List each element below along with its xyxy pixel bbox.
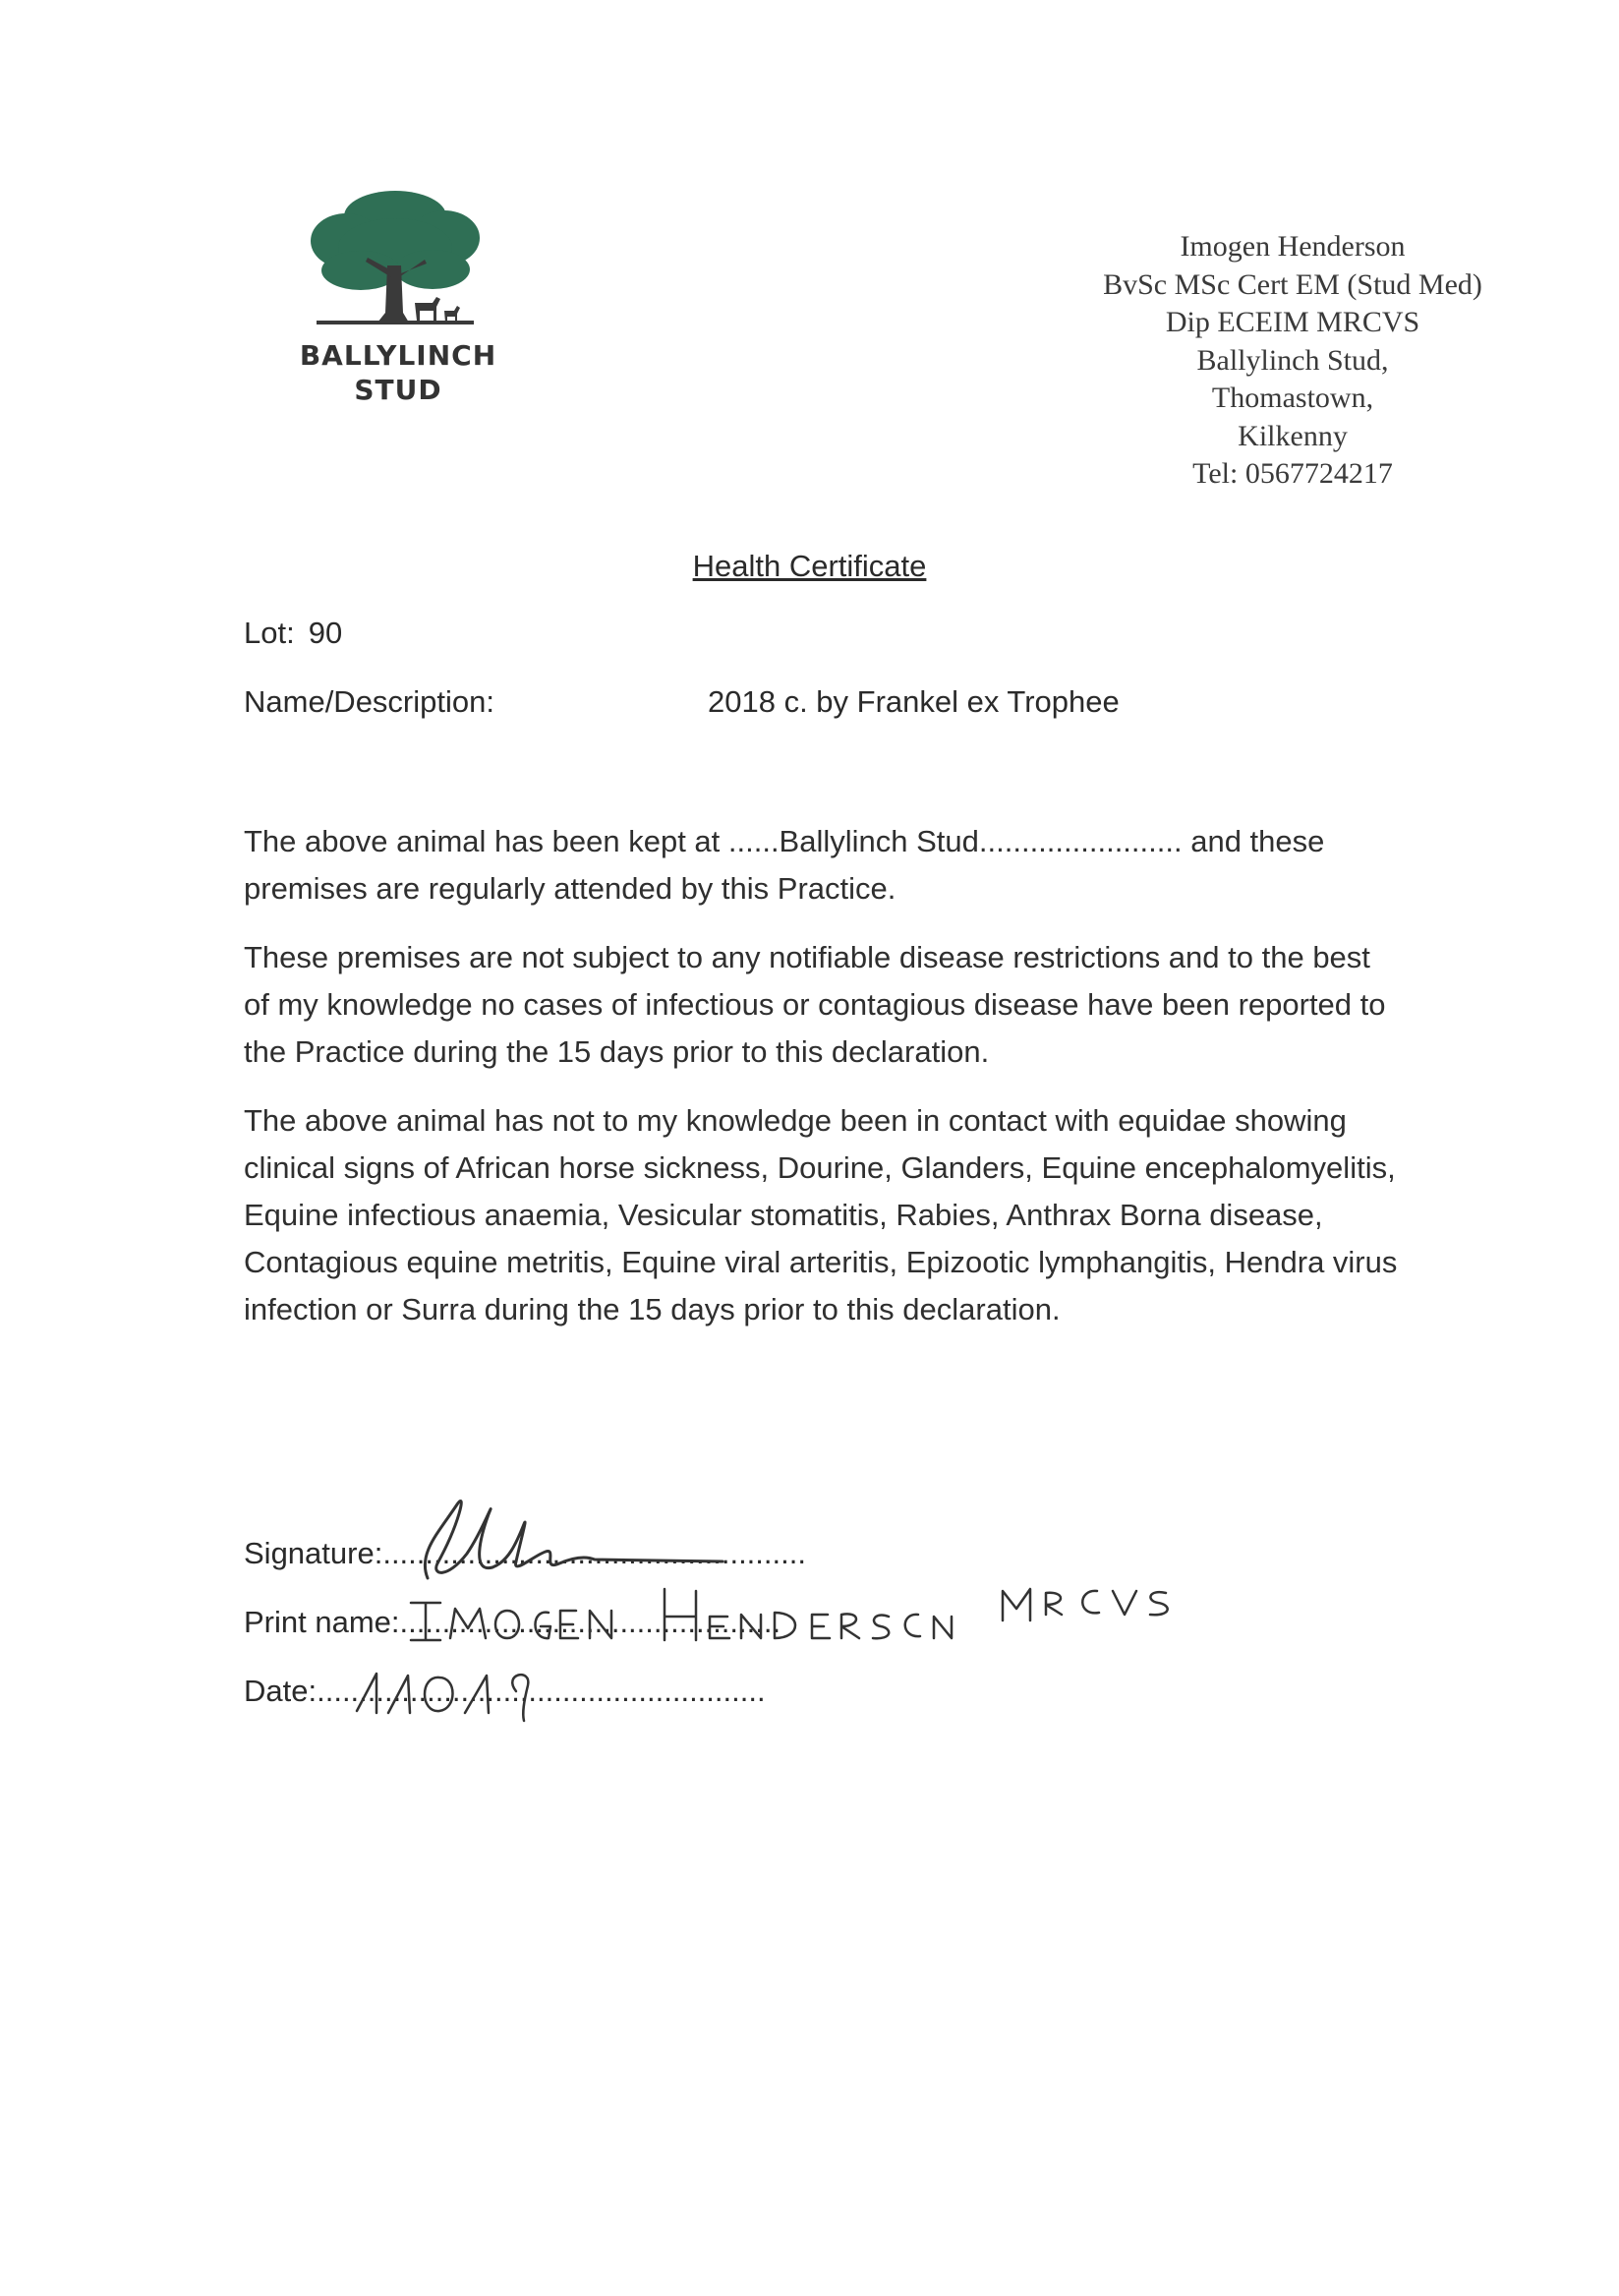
signature-dots: .................................................. — [382, 1536, 806, 1570]
handwritten-print-name — [401, 1581, 1207, 1665]
address-line: Dip ECEIM MRCVS — [1165, 306, 1420, 338]
lot-value: 90 — [308, 616, 343, 650]
paragraph-restrictions: These premises are not subject to any notifiable disease restrictions and to the best of my knowledge no cases of infectious or contagious disease have been reported to the Practice during the 15 days prior to this declaration. — [244, 940, 1386, 1069]
date-dots: ..................................................... — [317, 1674, 766, 1708]
address-line: Ballylinch Stud, — [1196, 343, 1389, 377]
document-title — [0, 549, 1619, 584]
address-line: Imogen Henderson — [1180, 230, 1406, 263]
lot-row — [244, 616, 342, 651]
paragraph-premises: The above animal has been kept at ......Ballylinch Stud........................ and these premises are regularly attended by this Practice. — [244, 824, 1325, 906]
address-line: Tel: 0567724217 — [1192, 457, 1393, 490]
tree-with-horses-icon — [307, 187, 484, 334]
signature-label: Signature: — [244, 1536, 383, 1570]
address-line: Kilkenny — [1238, 419, 1348, 452]
logo-text-ballylinch: BALLYLINCH — [299, 339, 497, 372]
name-description-value: 2018 c. by Frankel ex Trophee — [708, 684, 1120, 719]
logo-text-stud: STUD — [354, 374, 442, 406]
name-description-label: Name/Description: — [244, 684, 494, 719]
print-name-label: Print name: — [244, 1605, 400, 1639]
vet-address-block — [1037, 228, 1548, 494]
paragraph-contact: The above animal has not to my knowledge been in contact with equidae showing clinical signs of African horse sickness, Dourine, Glanders, Equine encephalomyelitis, Equine infectious anaemia, Vesicular stomatitis, Rabies, Anthrax Borna disease, Contagious equine metritis, Equine viral arteritis, Epizootic lymphangitis, Hendra virus infection or Surra during the 15 days prior to this declaration. — [244, 1103, 1398, 1326]
date-label: Date: — [244, 1674, 318, 1708]
address-line: BvSc MSc Cert EM (Stud Med) — [1103, 267, 1482, 301]
document-title-text: Health Certificate — [692, 549, 927, 583]
address-line: Thomastown, — [1211, 382, 1374, 414]
print-name-dots: ............................................. — [399, 1605, 781, 1639]
handwritten-date — [349, 1662, 605, 1736]
lot-label: Lot: — [244, 616, 295, 650]
